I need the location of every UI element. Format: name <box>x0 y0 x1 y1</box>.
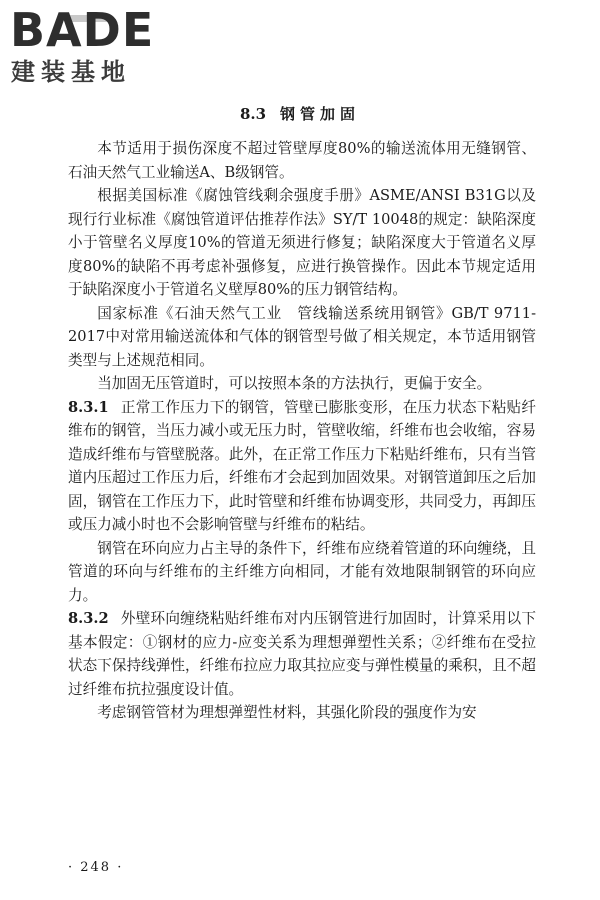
clause-number: 8.3.1 <box>68 398 109 416</box>
paragraph-text: 国家标准《石油天然气工业 管线输送系统用钢管》GB/T 9711-2017中对常用输送流体和气体的钢管型号做了相关规定，本节适用钢管类型与上述规范相同。 <box>68 304 536 369</box>
body-text <box>68 137 536 725</box>
section-number: 8.3 <box>239 105 267 123</box>
paragraph-text: 本节适用于损伤深度不超过管壁厚度80%的输送流体用无缝钢管、石油天然气工业输送A、B级钢管。 <box>68 140 536 181</box>
paragraph <box>68 184 536 302</box>
paragraph <box>68 701 536 725</box>
section-heading <box>0 103 600 124</box>
section-title: 钢管加固 <box>280 105 361 123</box>
paragraph <box>68 372 536 396</box>
paragraph <box>68 137 536 184</box>
bade-logo <box>10 3 190 86</box>
paragraph-text: 外壁环向缠绕粘贴纤维布对内压钢管进行加固时，计算采用以下基本假定：①钢材的应力-应变关系为理想弹塑性关系；②纤维布在受拉状态下保持线弹性，纤维布拉应力取其拉应变与弹性模量的乘积，且不超过纤维布抗拉强度设计值。 <box>68 610 536 698</box>
paragraph-text: 钢管在环向应力占主导的条件下，纤维布应绕着管道的环向缠绕，且管道的环向与纤维布的主纤维方向相同，才能有效地限制钢管的环向应力。 <box>68 539 536 604</box>
clause-number: 8.3.2 <box>68 610 109 627</box>
paragraph <box>68 537 536 608</box>
logo-wordmark: BADE <box>10 3 155 57</box>
paragraph-text: 正常工作压力下的钢管，管壁已膨胀变形，在压力状态下粘贴纤维布的钢管，当压力减小或无压力时，管壁收缩，纤维布也会收缩，容易造成纤维布与管壁脱落。此外，在正常工作压力下粘贴纤维布，只有当管道内压超过工作压力后，纤维布才会起到加固效果。对钢管道卸压之后加固，钢管在工作压力下，此时管壁和纤维布协调变形，共同受力，再卸压或压力减小时也不会影响管壁与纤维布的粘结。 <box>68 398 536 533</box>
clause-paragraph <box>68 607 536 701</box>
paragraph-text: 根据美国标准《腐蚀管线剩余强度手册》ASME/ANSI B31G以及现行行业标准《腐蚀管道评估推荐作法》SY/T 10048的规定：缺陷深度小于管壁名义厚度10%的管道无须进行修复；缺陷深度大于管道名义厚度80%的缺陷不再考虑补强修复，应进行换管操作。因此本节规定适用于缺陷深度小于管道名义壁厚80%的压力钢管结构。 <box>68 187 536 298</box>
logo-subtitle: 建装基地 <box>11 58 131 86</box>
clause-paragraph <box>68 396 536 537</box>
paragraph <box>68 302 536 373</box>
page-number: · 248 · <box>68 860 124 875</box>
paragraph-text: 考虑钢管管材为理想弹塑性材料，其强化阶段的强度作为安 <box>97 704 477 721</box>
paragraph-text: 当加固无压管道时，可以按照本条的方法执行，更偏于安全。 <box>97 375 492 392</box>
